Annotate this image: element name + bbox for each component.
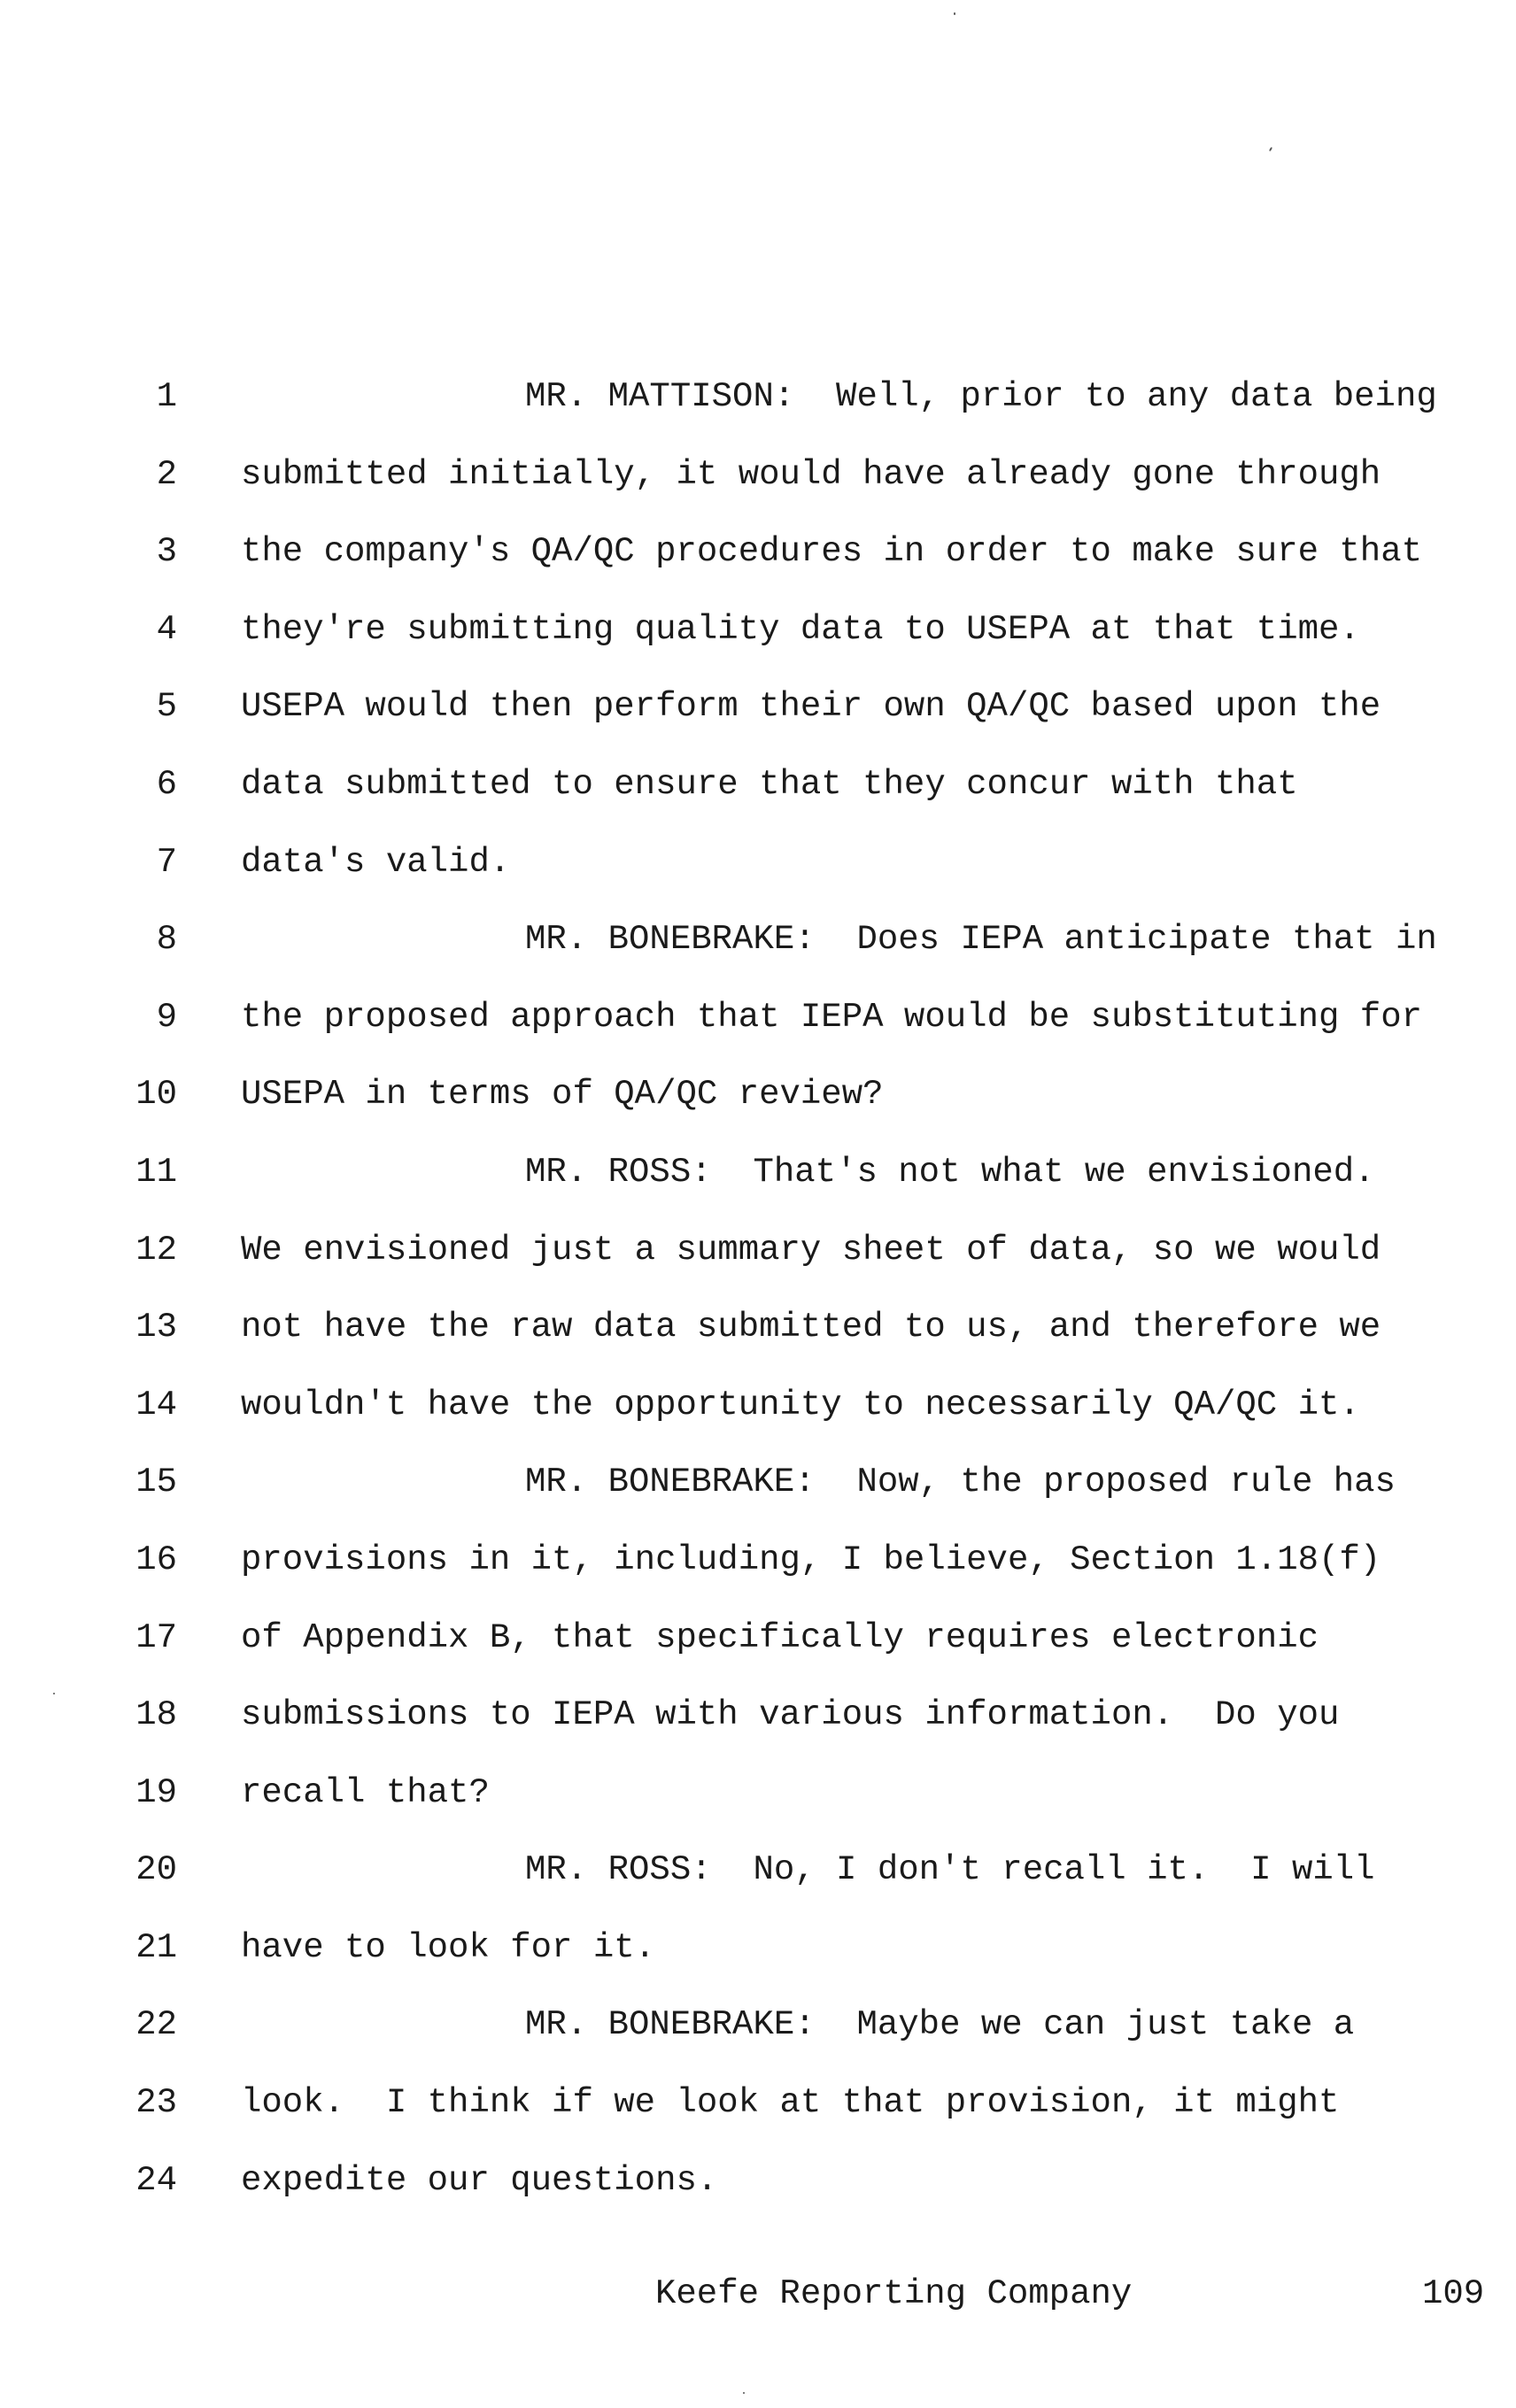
- transcript-line: [0, 668, 1516, 746]
- line-text: look. I think if we look at that provision, it might: [241, 2083, 1340, 2123]
- line-number: 21: [135, 1927, 177, 1967]
- transcript-line: [0, 746, 1516, 824]
- line-number: 14: [135, 1385, 177, 1424]
- transcript-line: [0, 824, 1516, 902]
- transcript-line: [0, 2142, 1516, 2220]
- transcript-line: [0, 1056, 1516, 1134]
- transcript-line: [0, 1367, 1516, 1445]
- line-text: MR. ROSS: That's not what we envisioned.: [525, 1152, 1375, 1192]
- line-number: 15: [135, 1463, 177, 1502]
- scan-speck: [954, 12, 955, 15]
- transcript-line: [0, 513, 1516, 591]
- transcript-line: [0, 591, 1516, 669]
- line-text: not have the raw data submitted to us, and therefore we: [241, 1308, 1381, 1347]
- transcript-line: [0, 1987, 1516, 2065]
- line-text: MR. BONEBRAKE: Now, the proposed rule has: [525, 1463, 1396, 1502]
- transcript-line: [0, 901, 1516, 979]
- line-text: submissions to IEPA with various information. Do you: [241, 1695, 1340, 1735]
- transcript-line: [0, 1134, 1516, 1212]
- line-number: 20: [135, 1850, 177, 1890]
- line-text: data's valid.: [241, 842, 511, 882]
- line-number: 8: [156, 920, 177, 960]
- line-number: 2: [156, 454, 177, 494]
- scan-speck: [743, 2392, 745, 2394]
- line-text: expedite our questions.: [241, 2160, 718, 2200]
- transcript-line: [0, 979, 1516, 1057]
- line-text: they're submitting quality data to USEPA at that time.: [241, 609, 1360, 649]
- line-text: have to look for it.: [241, 1927, 656, 1967]
- transcript-line: [0, 1522, 1516, 1600]
- line-number: 5: [156, 687, 177, 727]
- transcript-line: [0, 1212, 1516, 1290]
- line-number: 19: [135, 1772, 177, 1812]
- line-number: 4: [156, 609, 177, 649]
- transcript-line: [0, 2065, 1516, 2142]
- line-number: 11: [135, 1152, 177, 1192]
- line-number: 24: [135, 2160, 177, 2200]
- transcript-line: [0, 1600, 1516, 1678]
- line-text: the proposed approach that IEPA would be substituting for: [241, 997, 1423, 1037]
- line-number: 1: [156, 377, 177, 416]
- line-text: MR. BONEBRAKE: Maybe we can just take a: [525, 2005, 1355, 2045]
- line-text: recall that?: [241, 1772, 490, 1812]
- transcript-page: [0, 359, 1516, 2219]
- transcript-line: [0, 1910, 1516, 1987]
- line-text: USEPA in terms of QA/QC review?: [241, 1075, 884, 1115]
- line-text: USEPA would then perform their own QA/QC based upon the: [241, 687, 1381, 727]
- line-text: MR. MATTISON: Well, prior to any data being: [525, 377, 1437, 416]
- transcript-line: [0, 1444, 1516, 1522]
- transcript-line: [0, 1755, 1516, 1833]
- line-text: We envisioned just a summary sheet of data, so we would: [241, 1230, 1381, 1270]
- line-number: 18: [135, 1695, 177, 1735]
- line-text: of Appendix B, that specifically requires electronic: [241, 1617, 1319, 1657]
- line-text: MR. ROSS: No, I don't recall it. I will: [525, 1850, 1375, 1890]
- page-number: 109: [1422, 2274, 1485, 2313]
- line-number: 16: [135, 1540, 177, 1579]
- reporting-company: Keefe Reporting Company: [655, 2274, 1133, 2313]
- line-text: provisions in it, including, I believe, Section 1.18(f): [241, 1540, 1381, 1579]
- transcript-line: [0, 1289, 1516, 1367]
- line-text: MR. BONEBRAKE: Does IEPA anticipate that in: [525, 920, 1437, 960]
- line-number: 10: [135, 1075, 177, 1115]
- transcript-line: [0, 359, 1516, 436]
- transcript-line: [0, 436, 1516, 514]
- transcript-line: [0, 1832, 1516, 1910]
- scan-speck: [1269, 147, 1272, 151]
- line-number: 7: [156, 842, 177, 882]
- line-text: submitted initially, it would have already gone through: [241, 454, 1381, 494]
- line-text: wouldn't have the opportunity to necessarily QA/QC it.: [241, 1385, 1360, 1424]
- line-number: 23: [135, 2083, 177, 2123]
- line-number: 12: [135, 1230, 177, 1270]
- line-text: the company's QA/QC procedures in order to make sure that: [241, 532, 1423, 572]
- line-text: data submitted to ensure that they concur with that: [241, 764, 1298, 804]
- line-number: 13: [135, 1308, 177, 1347]
- transcript-line: [0, 1677, 1516, 1755]
- line-number: 9: [156, 997, 177, 1037]
- line-number: 3: [156, 532, 177, 572]
- line-number: 17: [135, 1617, 177, 1657]
- line-number: 6: [156, 764, 177, 804]
- line-number: 22: [135, 2005, 177, 2045]
